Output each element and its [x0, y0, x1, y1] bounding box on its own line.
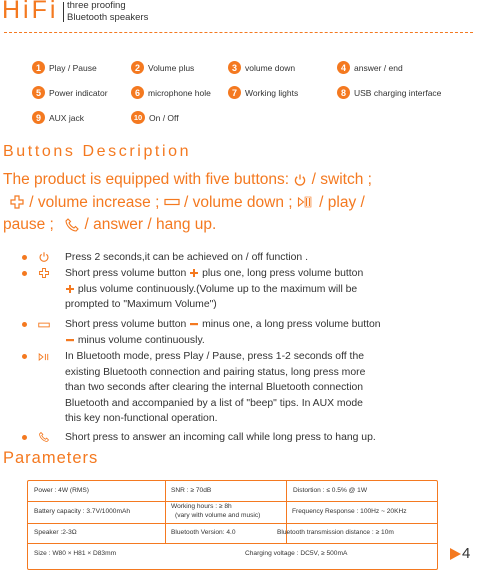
- bullet-text: Press 2 seconds,it can be achieved on / off function .: [65, 252, 308, 263]
- param-snr: SNR : ≥ 70dB: [171, 487, 212, 494]
- buttons-intro: The product is equipped with five buttons: / switch ; / volume increase ; / volume down ; / play / pause ; / answer / hang up.: [3, 171, 372, 233]
- param-working-hours: Working hours : ≥ 8h (vary with volume and music): [171, 503, 261, 519]
- parameters-heading: Parameters: [3, 449, 99, 467]
- bullet-dot: [22, 354, 27, 359]
- plus-small-icon: [189, 268, 199, 278]
- phone-icon: [64, 217, 80, 233]
- legend-item-1: 1 Play / Pause: [32, 61, 97, 74]
- param-charging: Charging voltage : DC5V, ≥ 500mA: [245, 550, 348, 557]
- bullet-text: In Bluetooth mode, press Play / Pause, press 1-2 seconds off the existing Bluetooth connection and pairing status, long press more than two seconds after clearing the internal Bluetooth connection Bluetooth and accompanied by a list of "beep" tips. In AUX mode this key non-functional operation.: [65, 351, 366, 425]
- param-bt-distance: Bluetooth transmission distance : ≥ 10m: [277, 529, 394, 536]
- buttons-heading: Buttons Description: [3, 143, 192, 160]
- legend-item-7: 7 Working lights: [228, 86, 298, 99]
- legend-item-9: 9 AUX jack: [32, 111, 84, 124]
- phone-icon: [38, 431, 50, 443]
- logo-divider: [63, 2, 64, 22]
- col-divider: [165, 481, 166, 543]
- legend-item-8: 8 USB charging interface: [337, 86, 441, 99]
- legend-item-4: 4 answer / end: [337, 61, 403, 74]
- page-number: 4: [450, 545, 470, 562]
- bullet-dot: [22, 322, 27, 327]
- legend-item-2: 2 Volume plus: [131, 61, 194, 74]
- subtitle-line2: Bluetooth speakers: [67, 12, 149, 23]
- play-pause-icon: [297, 196, 315, 208]
- legend-item-6: 6 microphone hole: [131, 86, 211, 99]
- brand-logo: HiFi: [2, 0, 59, 24]
- param-size: Size : W80 × H81 × D83mm: [34, 550, 117, 557]
- page-arrow-icon: [450, 548, 461, 560]
- play-pause-icon: [38, 351, 52, 363]
- header-divider: [4, 32, 473, 33]
- param-power: Power : 4W (RMS): [34, 487, 89, 494]
- param-distortion: Distortion : ≤ 0.5% @ 1W: [293, 487, 368, 494]
- bullet-text: Short press volume button minus one, a long press volume button minus volume continuously.: [65, 319, 381, 346]
- parameters-table: [27, 480, 438, 570]
- subtitle-line1: three proofing: [67, 0, 126, 11]
- param-battery: Battery capacity : 3.7V/1000mAh: [34, 508, 131, 515]
- row-divider: [28, 543, 437, 544]
- bullet-dot: [22, 271, 27, 276]
- row-divider: [28, 523, 437, 524]
- param-frequency: Frequency Response : 100Hz ~ 20KHz: [292, 508, 407, 515]
- param-bt-version: Bluetooth Version: 4.0: [171, 529, 236, 536]
- legend-item-5: 5 Power indicator: [32, 86, 108, 99]
- row-divider: [28, 501, 437, 502]
- bullet-dot: [22, 435, 27, 440]
- plus-small-icon: [65, 284, 75, 294]
- plus-icon: [9, 194, 25, 210]
- bullet-text: Short press to answer an incoming call while long press to hang up.: [65, 432, 376, 443]
- bullet-text: Short press volume button plus one, long press volume button plus volume continuously.(Volume up to the maximum will be prompted to "Maximum Volume"): [65, 268, 364, 311]
- param-speaker: Speaker :2-3Ω: [34, 529, 77, 536]
- power-icon: [38, 251, 50, 263]
- minus-icon: [38, 319, 50, 331]
- legend-item-10: 10 On / Off: [131, 111, 179, 124]
- minus-small-icon: [65, 336, 75, 344]
- minus-small-icon: [189, 320, 199, 328]
- plus-icon: [38, 267, 50, 279]
- minus-icon: [164, 197, 180, 207]
- bullet-dot: [22, 255, 27, 260]
- legend-item-3: 3 volume down: [228, 61, 295, 74]
- power-icon: [293, 173, 307, 187]
